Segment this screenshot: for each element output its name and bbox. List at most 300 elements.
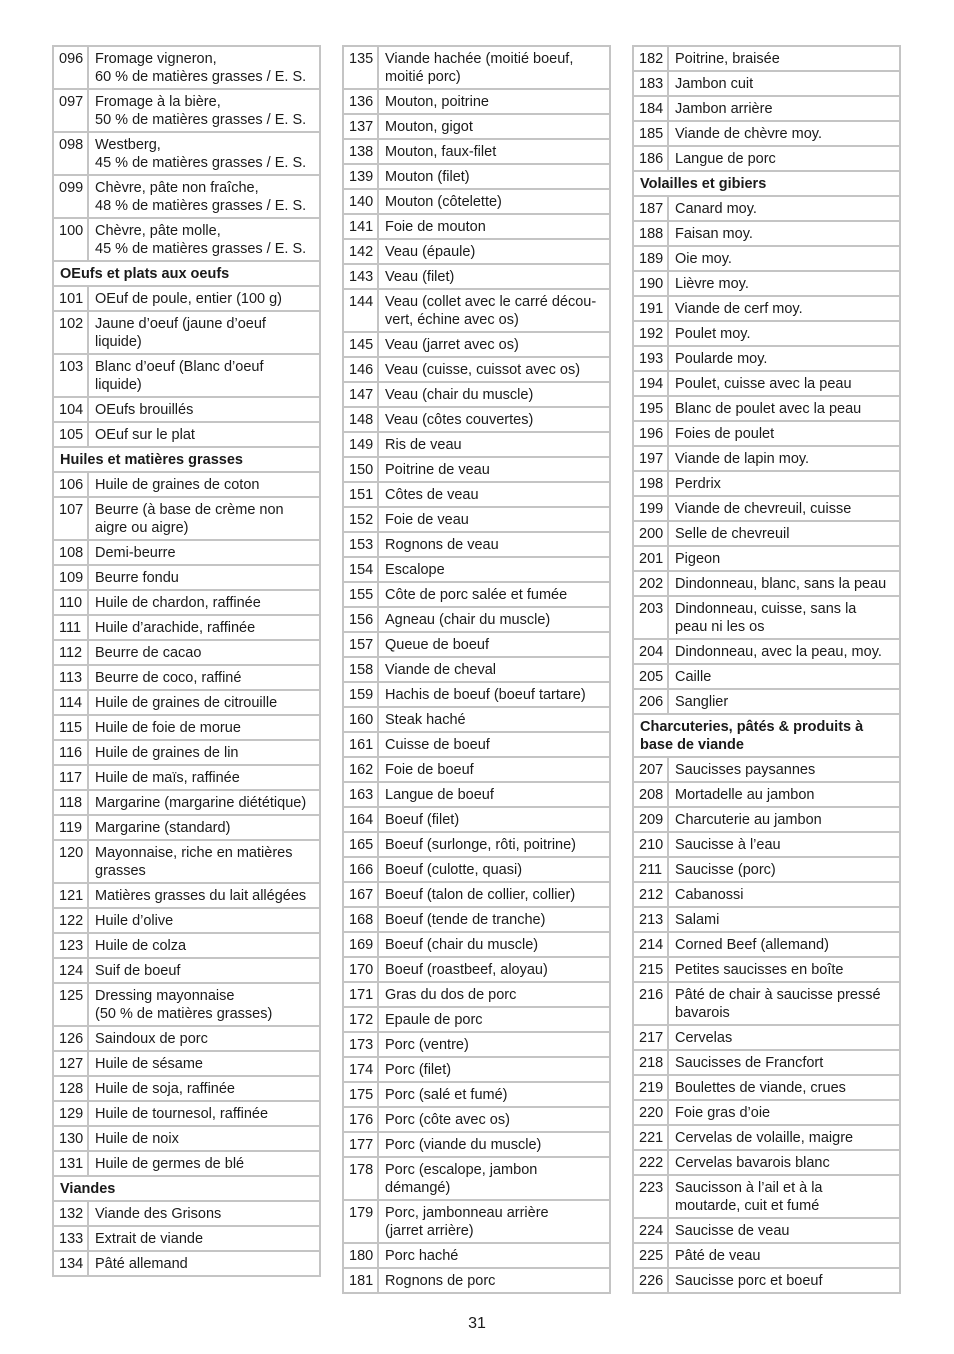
- table-row: [53, 640, 320, 665]
- item-name: Beurre de cacao: [88, 640, 320, 665]
- item-number: 144: [343, 289, 378, 332]
- table-row: [53, 908, 320, 933]
- item-name: Jambon arrière: [668, 96, 900, 121]
- item-name: Langue de boeuf: [378, 782, 610, 807]
- item-name: Foie gras d’oie: [668, 1100, 900, 1125]
- table-row: [53, 1201, 320, 1226]
- item-name: Steak haché: [378, 707, 610, 732]
- item-name: Poularde moy.: [668, 346, 900, 371]
- food-table-column-1: [52, 45, 321, 1277]
- table-row: [633, 271, 900, 296]
- item-name: OEuf de poule, entier (100 g): [88, 286, 320, 311]
- item-number: 185: [633, 121, 668, 146]
- item-name: Selle de chevreuil: [668, 521, 900, 546]
- table-row: [53, 1151, 320, 1176]
- item-name: Boeuf (surlonge, rôti, poitrine): [378, 832, 610, 857]
- item-number: 179: [343, 1200, 378, 1243]
- item-number: 137: [343, 114, 378, 139]
- item-number: 203: [633, 596, 668, 639]
- table-row: [343, 46, 610, 89]
- item-name: Mortadelle au jambon: [668, 782, 900, 807]
- item-number: 189: [633, 246, 668, 271]
- item-name: Viande de cheval: [378, 657, 610, 682]
- item-name: Boeuf (filet): [378, 807, 610, 832]
- table-row: [633, 1218, 900, 1243]
- item-number: 113: [53, 665, 88, 690]
- item-number: 204: [633, 639, 668, 664]
- item-name: Lièvre moy.: [668, 271, 900, 296]
- table-row: [53, 286, 320, 311]
- table-row: [53, 218, 320, 261]
- item-name: Margarine (margarine diététique): [88, 790, 320, 815]
- item-number: 225: [633, 1243, 668, 1268]
- item-name: Huile de tournesol, raffinée: [88, 1101, 320, 1126]
- table-row: [343, 657, 610, 682]
- item-number: 121: [53, 883, 88, 908]
- item-name: Oie moy.: [668, 246, 900, 271]
- item-number: 107: [53, 497, 88, 540]
- item-number: 174: [343, 1057, 378, 1082]
- item-name: Corned Beef (allemand): [668, 932, 900, 957]
- item-name: Huile de soja, raffinée: [88, 1076, 320, 1101]
- item-number: 149: [343, 432, 378, 457]
- item-number: 104: [53, 397, 88, 422]
- item-number: 154: [343, 557, 378, 582]
- item-number: 212: [633, 882, 668, 907]
- item-name: Boulettes de viande, crues: [668, 1075, 900, 1100]
- table-row: [53, 472, 320, 497]
- item-name: Ris de veau: [378, 432, 610, 457]
- table-row: [343, 1268, 610, 1293]
- item-number: 096: [53, 46, 88, 89]
- table-row: [53, 397, 320, 422]
- item-number: 209: [633, 807, 668, 832]
- item-name: Saucisses paysannes: [668, 757, 900, 782]
- item-number: 183: [633, 71, 668, 96]
- item-number: 100: [53, 218, 88, 261]
- table-row: [633, 421, 900, 446]
- table-row: [343, 407, 610, 432]
- table-row: [633, 689, 900, 714]
- table-row: [343, 932, 610, 957]
- item-number: 175: [343, 1082, 378, 1107]
- table-row: [633, 1100, 900, 1125]
- table-row: [633, 1243, 900, 1268]
- table-row: [633, 782, 900, 807]
- item-number: 140: [343, 189, 378, 214]
- item-number: 199: [633, 496, 668, 521]
- item-number: 099: [53, 175, 88, 218]
- item-number: 129: [53, 1101, 88, 1126]
- item-number: 135: [343, 46, 378, 89]
- table-row: [53, 1251, 320, 1276]
- item-number: 159: [343, 682, 378, 707]
- item-name: Huile de graines de citrouille: [88, 690, 320, 715]
- table-row: [343, 457, 610, 482]
- item-name: Porc (filet): [378, 1057, 610, 1082]
- item-name: Veau (côtes couvertes): [378, 407, 610, 432]
- table-row: [53, 565, 320, 590]
- table-row: [633, 932, 900, 957]
- item-name: Dressing mayonnaise (50 % de matières grasses): [88, 983, 320, 1026]
- item-name: Porc (ventre): [378, 1032, 610, 1057]
- table-row: [633, 882, 900, 907]
- item-number: 213: [633, 907, 668, 932]
- item-number: 220: [633, 1100, 668, 1125]
- item-name: Porc (escalope, jambon démangé): [378, 1157, 610, 1200]
- table-row: [343, 114, 610, 139]
- item-number: 165: [343, 832, 378, 857]
- item-number: 147: [343, 382, 378, 407]
- table-row: [343, 482, 610, 507]
- item-name: Westberg, 45 % de matières grasses / E. S.: [88, 132, 320, 175]
- item-number: 124: [53, 958, 88, 983]
- item-name: Huile de sésame: [88, 1051, 320, 1076]
- item-name: Foie de veau: [378, 507, 610, 532]
- item-name: Huile de maïs, raffinée: [88, 765, 320, 790]
- item-number: 194: [633, 371, 668, 396]
- item-name: Mouton (filet): [378, 164, 610, 189]
- item-number: 207: [633, 757, 668, 782]
- item-number: 105: [53, 422, 88, 447]
- item-name: Cuisse de boeuf: [378, 732, 610, 757]
- table-row: [633, 321, 900, 346]
- item-number: 222: [633, 1150, 668, 1175]
- section-header-row: [53, 447, 320, 472]
- item-number: 197: [633, 446, 668, 471]
- table-row: [343, 1082, 610, 1107]
- item-number: 196: [633, 421, 668, 446]
- table-row: [53, 690, 320, 715]
- item-name: Huile de noix: [88, 1126, 320, 1151]
- table-row: [53, 715, 320, 740]
- item-number: 182: [633, 46, 668, 71]
- item-name: Poitrine, braisée: [668, 46, 900, 71]
- item-number: 110: [53, 590, 88, 615]
- table-row: [53, 89, 320, 132]
- section-header: OEufs et plats aux oeufs: [53, 261, 320, 286]
- item-name: Suif de boeuf: [88, 958, 320, 983]
- item-name: Veau (chair du muscle): [378, 382, 610, 407]
- table-row: [633, 1125, 900, 1150]
- page-number: 31: [468, 1315, 486, 1332]
- table-row: [343, 832, 610, 857]
- item-number: 155: [343, 582, 378, 607]
- table-row: [53, 590, 320, 615]
- item-name: Chèvre, pâte non fraîche, 48 % de matières grasses / E. S.: [88, 175, 320, 218]
- table-row: [633, 371, 900, 396]
- item-number: 136: [343, 89, 378, 114]
- table-row: [343, 1157, 610, 1200]
- item-number: 153: [343, 532, 378, 557]
- item-name: Huile d’arachide, raffinée: [88, 615, 320, 640]
- table-row: [53, 983, 320, 1026]
- table-row: [53, 1101, 320, 1126]
- item-number: 128: [53, 1076, 88, 1101]
- table-row: [343, 632, 610, 657]
- item-number: 138: [343, 139, 378, 164]
- table-row: [633, 857, 900, 882]
- item-number: 150: [343, 457, 378, 482]
- table-row: [53, 540, 320, 565]
- table-row: [633, 246, 900, 271]
- item-name: Cervelas: [668, 1025, 900, 1050]
- item-name: Porc (salé et fumé): [378, 1082, 610, 1107]
- item-number: 109: [53, 565, 88, 590]
- item-name: Dindonneau, avec la peau, moy.: [668, 639, 900, 664]
- table-row: [343, 607, 610, 632]
- table-row: [633, 757, 900, 782]
- table-row: [633, 957, 900, 982]
- section-header-row: [53, 261, 320, 286]
- table-row: [343, 382, 610, 407]
- item-number: 146: [343, 357, 378, 382]
- table-row: [53, 497, 320, 540]
- table-row: [343, 432, 610, 457]
- table-row: [633, 396, 900, 421]
- item-name: Cervelas bavarois blanc: [668, 1150, 900, 1175]
- table-row: [633, 521, 900, 546]
- section-header: Volailles et gibiers: [633, 171, 900, 196]
- item-name: Saucisse à l’eau: [668, 832, 900, 857]
- table-row: [53, 1026, 320, 1051]
- table-row: [343, 332, 610, 357]
- table-row: [633, 982, 900, 1025]
- table-row: [633, 46, 900, 71]
- item-number: 162: [343, 757, 378, 782]
- item-name: Blanc d’oeuf (Blanc d’oeuf liquide): [88, 354, 320, 397]
- item-name: Demi-beurre: [88, 540, 320, 565]
- item-number: 205: [633, 664, 668, 689]
- table-row: [343, 1243, 610, 1268]
- item-name: Pigeon: [668, 546, 900, 571]
- table-row: [633, 146, 900, 171]
- item-name: Huile de colza: [88, 933, 320, 958]
- table-row: [343, 89, 610, 114]
- item-name: Dindonneau, cuisse, sans la peau ni les os: [668, 596, 900, 639]
- item-number: 193: [633, 346, 668, 371]
- item-name: Perdrix: [668, 471, 900, 496]
- item-number: 133: [53, 1226, 88, 1251]
- table-row: [633, 1025, 900, 1050]
- table-row: [343, 557, 610, 582]
- item-name: Viande hachée (moitié boeuf, moitié porc): [378, 46, 610, 89]
- item-number: 201: [633, 546, 668, 571]
- item-name: Veau (cuisse, cuissot avec os): [378, 357, 610, 382]
- item-name: Hachis de boeuf (boeuf tartare): [378, 682, 610, 707]
- item-number: 184: [633, 96, 668, 121]
- food-table: [342, 45, 611, 1294]
- item-name: Jaune d’oeuf (jaune d’oeuf liquide): [88, 311, 320, 354]
- item-name: Viande des Grisons: [88, 1201, 320, 1226]
- item-name: Faisan moy.: [668, 221, 900, 246]
- item-name: Boeuf (culotte, quasi): [378, 857, 610, 882]
- item-number: 216: [633, 982, 668, 1025]
- item-name: Mayonnaise, riche en matières grasses: [88, 840, 320, 883]
- table-row: [633, 1050, 900, 1075]
- item-name: Viande de cerf moy.: [668, 296, 900, 321]
- table-row: [633, 1150, 900, 1175]
- item-name: Margarine (standard): [88, 815, 320, 840]
- item-name: Fromage vigneron, 60 % de matières grasses / E. S.: [88, 46, 320, 89]
- item-name: Huile de graines de coton: [88, 472, 320, 497]
- item-number: 163: [343, 782, 378, 807]
- item-name: Epaule de porc: [378, 1007, 610, 1032]
- item-name: OEuf sur le plat: [88, 422, 320, 447]
- table-row: [343, 1057, 610, 1082]
- item-number: 142: [343, 239, 378, 264]
- item-number: 114: [53, 690, 88, 715]
- item-number: 148: [343, 407, 378, 432]
- item-name: Côtes de veau: [378, 482, 610, 507]
- item-number: 186: [633, 146, 668, 171]
- section-header: Charcuteries, pâtés & produits à base de viande: [633, 714, 900, 757]
- item-name: Boeuf (tende de tranche): [378, 907, 610, 932]
- item-name: Chèvre, pâte molle, 45 % de matières grasses / E. S.: [88, 218, 320, 261]
- item-number: 190: [633, 271, 668, 296]
- food-table: [632, 45, 901, 1294]
- item-number: 125: [53, 983, 88, 1026]
- item-name: Huile de foie de morue: [88, 715, 320, 740]
- item-name: Escalope: [378, 557, 610, 582]
- item-name: Boeuf (roastbeef, aloyau): [378, 957, 610, 982]
- table-row: [53, 1076, 320, 1101]
- table-row: [343, 857, 610, 882]
- item-name: Blanc de poulet avec la peau: [668, 396, 900, 421]
- table-row: [53, 311, 320, 354]
- table-row: [343, 1200, 610, 1243]
- item-number: 214: [633, 932, 668, 957]
- item-name: Foie de boeuf: [378, 757, 610, 782]
- item-number: 101: [53, 286, 88, 311]
- item-number: 208: [633, 782, 668, 807]
- table-row: [633, 221, 900, 246]
- item-name: Rognons de veau: [378, 532, 610, 557]
- table-row: [53, 958, 320, 983]
- table-row: [53, 1126, 320, 1151]
- item-name: OEufs brouillés: [88, 397, 320, 422]
- item-number: 181: [343, 1268, 378, 1293]
- item-name: Queue de boeuf: [378, 632, 610, 657]
- item-number: 215: [633, 957, 668, 982]
- table-row: [633, 546, 900, 571]
- table-row: [633, 471, 900, 496]
- item-number: 130: [53, 1126, 88, 1151]
- item-name: Rognons de porc: [378, 1268, 610, 1293]
- table-row: [343, 982, 610, 1007]
- item-name: Saucisse porc et boeuf: [668, 1268, 900, 1293]
- item-number: 195: [633, 396, 668, 421]
- table-row: [53, 790, 320, 815]
- item-number: 171: [343, 982, 378, 1007]
- table-row: [633, 807, 900, 832]
- table-row: [633, 664, 900, 689]
- item-number: 191: [633, 296, 668, 321]
- table-row: [633, 71, 900, 96]
- item-number: 169: [343, 932, 378, 957]
- item-number: 145: [343, 332, 378, 357]
- item-number: 176: [343, 1107, 378, 1132]
- item-number: 221: [633, 1125, 668, 1150]
- table-row: [633, 296, 900, 321]
- table-row: [343, 732, 610, 757]
- item-name: Veau (épaule): [378, 239, 610, 264]
- item-name: Porc, jambonneau arrière (jarret arrière): [378, 1200, 610, 1243]
- item-name: Beurre fondu: [88, 565, 320, 590]
- table-row: [343, 264, 610, 289]
- table-row: [343, 682, 610, 707]
- item-name: Huile de germes de blé: [88, 1151, 320, 1176]
- table-row: [343, 582, 610, 607]
- table-row: [53, 175, 320, 218]
- table-row: [53, 840, 320, 883]
- item-number: 157: [343, 632, 378, 657]
- item-number: 143: [343, 264, 378, 289]
- table-row: [633, 907, 900, 932]
- food-table-column-3: [632, 45, 901, 1294]
- item-number: 106: [53, 472, 88, 497]
- item-name: Saucisse (porc): [668, 857, 900, 882]
- item-name: Pâté de chair à saucisse pressé bavarois: [668, 982, 900, 1025]
- item-number: 126: [53, 1026, 88, 1051]
- table-row: [53, 765, 320, 790]
- item-name: Huile de chardon, raffinée: [88, 590, 320, 615]
- table-row: [53, 615, 320, 640]
- table-row: [343, 1032, 610, 1057]
- section-header-row: [633, 171, 900, 196]
- item-number: 192: [633, 321, 668, 346]
- item-name: Mouton, gigot: [378, 114, 610, 139]
- table-row: [53, 1051, 320, 1076]
- table-row: [343, 1007, 610, 1032]
- item-name: Saucisse de veau: [668, 1218, 900, 1243]
- item-number: 167: [343, 882, 378, 907]
- section-header: Huiles et matières grasses: [53, 447, 320, 472]
- item-name: Veau (collet avec le carré décou- vert, échine avec os): [378, 289, 610, 332]
- item-number: 127: [53, 1051, 88, 1076]
- table-row: [633, 832, 900, 857]
- item-number: 151: [343, 482, 378, 507]
- item-number: 206: [633, 689, 668, 714]
- table-row: [343, 1132, 610, 1157]
- item-name: Beurre (à base de crème non aigre ou aigre): [88, 497, 320, 540]
- item-number: 180: [343, 1243, 378, 1268]
- item-number: 226: [633, 1268, 668, 1293]
- table-row: [343, 357, 610, 382]
- item-name: Petites saucisses en boîte: [668, 957, 900, 982]
- item-name: Veau (jarret avec os): [378, 332, 610, 357]
- item-name: Poulet moy.: [668, 321, 900, 346]
- item-name: Côte de porc salée et fumée: [378, 582, 610, 607]
- item-number: 102: [53, 311, 88, 354]
- table-row: [53, 132, 320, 175]
- item-name: Huile de graines de lin: [88, 740, 320, 765]
- table-row: [343, 907, 610, 932]
- item-number: 160: [343, 707, 378, 732]
- item-name: Veau (filet): [378, 264, 610, 289]
- table-row: [53, 1226, 320, 1251]
- item-number: 168: [343, 907, 378, 932]
- item-number: 152: [343, 507, 378, 532]
- item-number: 139: [343, 164, 378, 189]
- item-number: 134: [53, 1251, 88, 1276]
- item-name: Poitrine de veau: [378, 457, 610, 482]
- item-name: Saindoux de porc: [88, 1026, 320, 1051]
- item-number: 200: [633, 521, 668, 546]
- item-number: 103: [53, 354, 88, 397]
- item-name: Cabanossi: [668, 882, 900, 907]
- item-name: Saucisses de Francfort: [668, 1050, 900, 1075]
